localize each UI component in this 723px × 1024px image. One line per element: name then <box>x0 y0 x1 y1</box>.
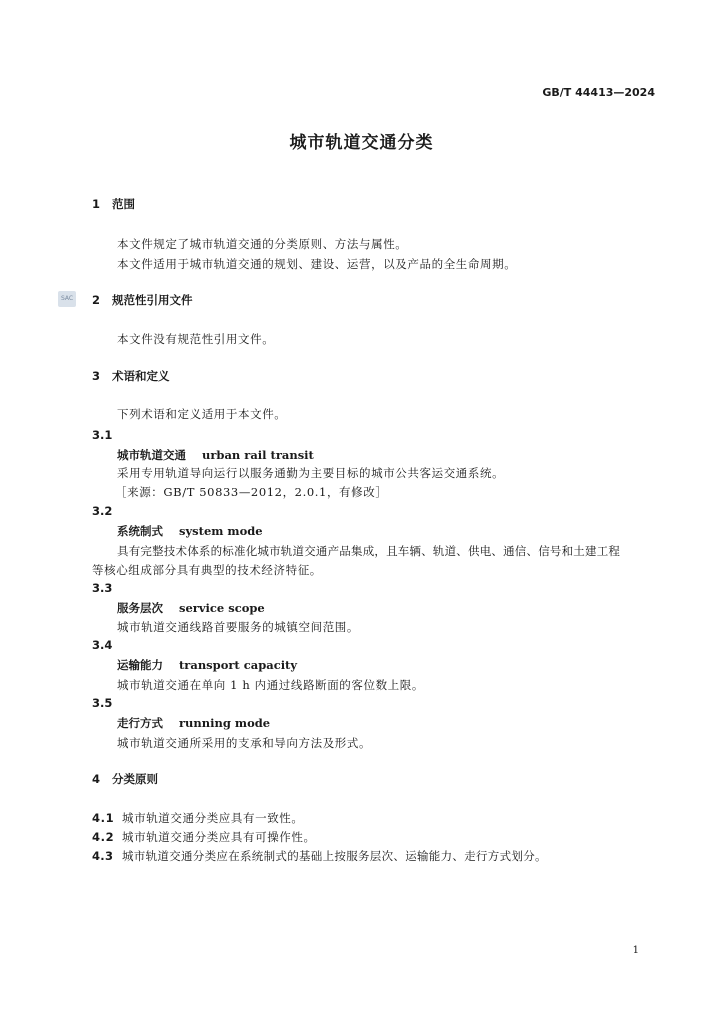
term-number: 3.2 <box>92 504 113 518</box>
principle-item <box>92 810 304 826</box>
term-en: transport capacity <box>179 658 298 672</box>
paragraph: 本文件规定了城市轨道交通的分类原则、方法与属性。 <box>117 237 408 251</box>
paragraph: 本文件适用于城市轨道交通的规划、建设、运营，以及产品的全生命周期。 <box>117 257 517 271</box>
term-en: urban rail transit <box>202 448 314 462</box>
paragraph: 本文件没有规范性引用文件。 <box>117 332 275 346</box>
principle-text: 城市轨道交通分类应具有可操作性。 <box>122 830 316 844</box>
principle-text: 城市轨道交通分类应在系统制式的基础上按服务层次、运输能力、走行方式划分。 <box>122 849 547 863</box>
term-definition: 具有完整技术体系的标准化城市轨道交通产品集成，且车辆、轨道、供电、通信、信号和土建工程 <box>117 544 621 558</box>
standard-number: GB/T 44413—2024 <box>542 86 655 99</box>
term-source: ［来源：GB/T 50833—2012，2.0.1，有修改］ <box>115 485 388 499</box>
term-zh: 走行方式 <box>117 716 163 730</box>
sac-logo: SAC <box>58 291 76 307</box>
term-definition-continued: 等核心组成部分具有典型的技术经济特征。 <box>92 563 322 577</box>
term-definition: 城市轨道交通在单向 1 h 内通过线路断面的客位数上限。 <box>117 678 424 692</box>
term-zh: 运输能力 <box>117 658 163 672</box>
section-2-heading <box>92 292 193 308</box>
term-heading <box>117 523 263 539</box>
page-number: 1 <box>632 945 639 956</box>
term-number: 3.1 <box>92 428 113 442</box>
term-heading <box>117 600 265 616</box>
section-title: 分类原则 <box>112 772 158 786</box>
term-number: 3.3 <box>92 581 113 595</box>
section-4-heading <box>92 771 158 787</box>
term-zh: 城市轨道交通 <box>117 448 186 462</box>
principle-item <box>92 848 547 864</box>
section-3-heading <box>92 368 170 384</box>
term-en: service scope <box>179 601 265 615</box>
term-en: system mode <box>179 524 263 538</box>
section-1-heading <box>92 196 135 212</box>
section-title: 规范性引用文件 <box>112 293 193 307</box>
principle-text: 城市轨道交通分类应具有一致性。 <box>122 811 304 825</box>
section-number: 3 <box>92 369 101 383</box>
principle-item <box>92 829 316 845</box>
section-title: 范围 <box>112 197 135 211</box>
term-heading <box>117 447 314 463</box>
term-zh: 服务层次 <box>117 601 163 615</box>
section-title: 术语和定义 <box>112 369 170 383</box>
term-definition: 城市轨道交通线路首要服务的城镇空间范围。 <box>117 620 359 634</box>
document-title: 城市轨道交通分类 <box>289 133 434 153</box>
principle-number: 4.3 <box>92 849 114 863</box>
paragraph: 下列术语和定义适用于本文件。 <box>117 407 287 421</box>
section-number: 4 <box>92 772 101 786</box>
term-number: 3.4 <box>92 638 113 652</box>
section-number: 1 <box>92 197 101 211</box>
term-definition: 采用专用轨道导向运行以服务通勤为主要目标的城市公共客运交通系统。 <box>117 466 505 480</box>
principle-number: 4.1 <box>92 811 115 825</box>
term-number: 3.5 <box>92 696 113 710</box>
term-heading <box>117 657 297 673</box>
term-definition: 城市轨道交通所采用的支承和导向方法及形式。 <box>117 736 372 750</box>
principle-number: 4.2 <box>92 830 115 844</box>
term-heading <box>117 715 270 731</box>
term-en: running mode <box>179 716 271 730</box>
section-number: 2 <box>92 293 101 307</box>
term-zh: 系统制式 <box>117 524 163 538</box>
